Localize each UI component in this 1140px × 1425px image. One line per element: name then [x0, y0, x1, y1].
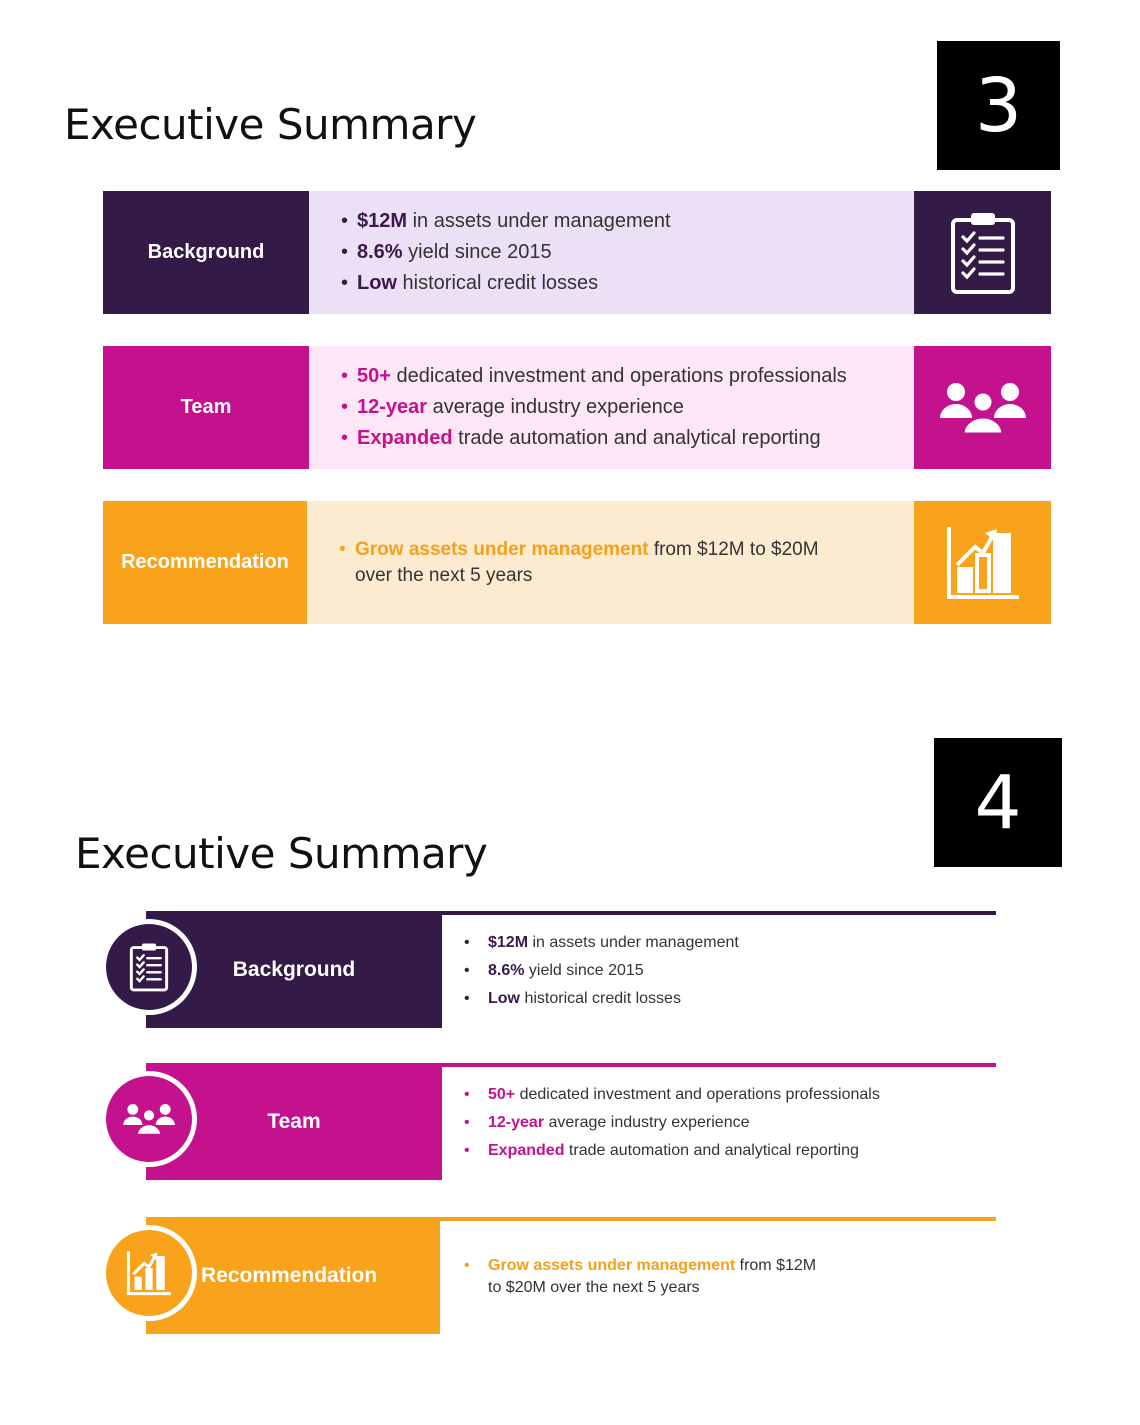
- bullet-text: yield since 2015: [402, 241, 552, 263]
- bullet-text: dedicated investment and operations professionals: [515, 1086, 880, 1103]
- bullet-text: trade automation and analytical reporting: [564, 1142, 859, 1159]
- team-bullets: [464, 1081, 994, 1165]
- slide4-recommendation-row: [104, 1217, 996, 1337]
- list-item: • Expanded trade automation and analytical reporting: [341, 427, 821, 449]
- bullet-bold: 12-year: [357, 396, 428, 418]
- recommendation-bullets: [307, 501, 914, 624]
- list-item: • 12-year average industry experience: [464, 1114, 750, 1131]
- recommendation-label: Recommendation: [201, 1263, 378, 1287]
- slide3-background-row: [103, 191, 1051, 314]
- slide4-title: Executive Summary: [75, 829, 488, 878]
- list-item: • 8.6% yield since 2015: [341, 241, 552, 263]
- bullet-text: average industry experience: [427, 396, 684, 418]
- bullet-text: historical credit losses: [520, 990, 681, 1007]
- slide4-number-badge: 4: [934, 738, 1062, 867]
- team-label: Team: [267, 1109, 321, 1133]
- list-item: • Low historical credit losses: [341, 272, 599, 294]
- recommendation-bullets: [464, 1255, 994, 1299]
- list-item: • Grow assets under management from $12M to $20M over the next 5 years: [339, 538, 819, 586]
- slide3-number-badge: 3: [937, 41, 1060, 170]
- bullet-bold: Expanded: [357, 427, 453, 449]
- bullet-bold: Low: [488, 990, 520, 1007]
- list-item: • Low historical credit losses: [464, 990, 681, 1007]
- bullet-bold: 8.6%: [357, 241, 403, 263]
- list-item: • 12-year average industry experience: [341, 396, 684, 418]
- bullet-text: dedicated investment and operations professionals: [390, 365, 847, 387]
- bullet-bold: Grow assets under management: [488, 1257, 736, 1274]
- background-label: Background: [232, 957, 356, 981]
- growth-chart-icon: [914, 501, 1051, 624]
- list-item: • $12M in assets under management: [341, 210, 671, 232]
- bullet-bold: Expanded: [488, 1142, 565, 1159]
- list-item: • $12M in assets under management: [464, 934, 739, 951]
- slide3-recommendation-row: [103, 501, 1051, 624]
- background-label: Background: [103, 191, 309, 314]
- growth-chart-icon: [106, 1230, 192, 1316]
- list-item: • Grow assets under management from $12M to $20M over the next 5 years: [464, 1257, 817, 1296]
- team-label: Team: [103, 346, 309, 469]
- slide4-team-row: [104, 1063, 996, 1183]
- team-bullets: [309, 346, 914, 469]
- background-bullets: [464, 929, 994, 1013]
- bullet-text: from $12M to $20M: [648, 538, 819, 560]
- bullet-bold: Low: [357, 272, 397, 294]
- bullet-bold: Grow assets under management: [355, 538, 649, 560]
- clipboard-icon: [106, 924, 192, 1010]
- list-item: • Expanded trade automation and analytical reporting: [464, 1142, 859, 1159]
- bullet-text: historical credit losses: [397, 272, 599, 294]
- slide3-team-row: [103, 346, 1051, 469]
- list-item: • 50+ dedicated investment and operations professionals: [464, 1086, 880, 1103]
- bullet-bold: $12M: [357, 210, 408, 232]
- bullet-bold: $12M: [488, 934, 529, 951]
- bullet-text-continued: to $20M over the next 5 years: [488, 1279, 700, 1296]
- bullet-bold: 8.6%: [488, 962, 525, 979]
- bullet-text: yield since 2015: [524, 962, 644, 979]
- bullet-bold: 50+: [357, 365, 391, 387]
- list-item: • 8.6% yield since 2015: [464, 962, 644, 979]
- bullet-text: in assets under management: [407, 210, 671, 232]
- bullet-text: in assets under management: [528, 934, 739, 951]
- clipboard-icon: [914, 191, 1051, 314]
- bullet-text: trade automation and analytical reporting: [452, 427, 821, 449]
- bullet-text-continued: over the next 5 years: [355, 564, 533, 586]
- bullet-text: from $12M: [735, 1257, 817, 1274]
- bullet-bold: 50+: [488, 1086, 516, 1103]
- people-icon: [914, 346, 1051, 469]
- bullet-bold: 12-year: [488, 1114, 545, 1131]
- list-item: • 50+ dedicated investment and operations professionals: [341, 365, 847, 387]
- bullet-text: average industry experience: [544, 1114, 750, 1131]
- people-icon: [106, 1076, 192, 1162]
- background-bullets: [309, 191, 914, 314]
- slide3-title: Executive Summary: [64, 100, 477, 149]
- recommendation-label: Recommendation: [103, 501, 307, 624]
- slide4-background-row: [104, 911, 996, 1031]
